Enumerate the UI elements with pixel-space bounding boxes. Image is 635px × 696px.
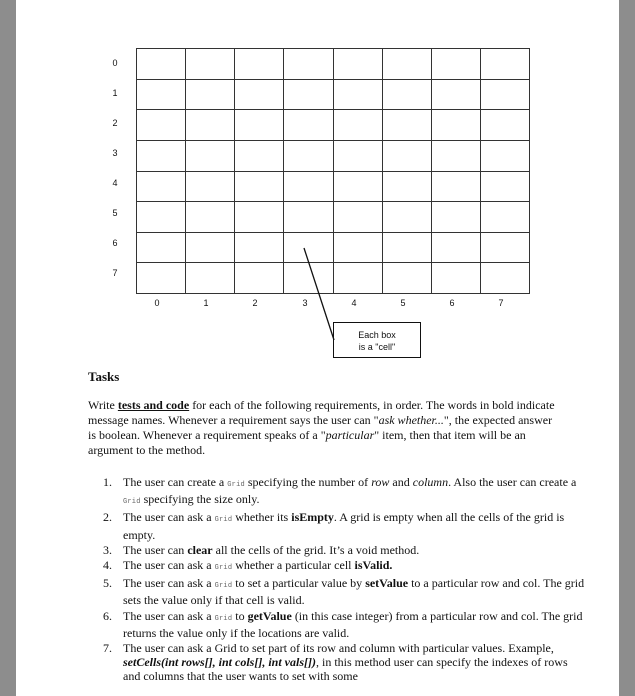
task-item [103, 542, 586, 557]
task-text: The user can ask a [123, 608, 215, 623]
col-label: 2 [252, 298, 258, 308]
task-text: , in this method user can specify the indexes of rows and columns that the user wants to set with some [123, 655, 568, 684]
italic-term: column [412, 475, 449, 489]
col-label: 5 [400, 298, 406, 308]
method-name: isEmpty [291, 510, 334, 525]
intro-paragraph [88, 398, 558, 458]
intro-italic: ask whether... [378, 413, 444, 427]
grid-figure [16, 0, 619, 370]
method-signature: setCells(int rows[], int cols[], int vals[]) [123, 655, 316, 670]
document-page [16, 0, 619, 696]
task-number: 2. [103, 510, 112, 525]
task-item [103, 510, 586, 542]
section-heading: Tasks [88, 369, 120, 384]
task-text: to [232, 608, 248, 623]
task-text: specifying the number of [244, 475, 372, 489]
col-label: 6 [449, 298, 455, 308]
row-label: 1 [112, 88, 118, 98]
task-number: 5. [103, 576, 112, 591]
intro-text: Write [88, 398, 118, 412]
intro-emphasis: tests and code [117, 398, 190, 412]
task-text: (in this case integer) from a particular row and col. The grid returns the value only if the locations are valid. [123, 608, 583, 640]
row-label: 4 [112, 178, 118, 188]
task-text: specifying the size only. [140, 492, 260, 507]
task-text: The user can ask a [123, 510, 215, 525]
method-name: getValue [247, 608, 292, 623]
task-number: 6. [103, 608, 112, 623]
task-list [103, 475, 586, 684]
task-text: The user can create a [123, 475, 228, 489]
col-label: 0 [154, 298, 160, 308]
task-text: whether its [232, 510, 292, 525]
row-label: 6 [112, 238, 118, 248]
cell-callout [333, 322, 421, 358]
code-term: Grid [123, 498, 141, 507]
col-label: 1 [203, 298, 209, 308]
task-text: . Also the user can create a [448, 475, 577, 489]
callout-pointer-line [16, 0, 619, 370]
intro-text: for each of the following requirements, in order. The words in bold indicate message names. Whenever a requirement says the user can " [88, 398, 555, 427]
task-text: . A grid is empty when all the cells of the grid is empty. [123, 510, 565, 542]
task-text: and [389, 475, 413, 489]
task-text: The user can ask a Grid to set part of its row and column with particular values. Example, [123, 641, 554, 656]
callout-line: is a "cell" [358, 342, 396, 352]
task-item [103, 475, 586, 509]
row-label: 5 [112, 208, 118, 218]
task-item [103, 576, 586, 608]
col-label: 7 [498, 298, 504, 308]
col-label: 4 [351, 298, 357, 308]
method-name: isValid. [354, 558, 393, 573]
task-text: to a particular row and col. The grid sets the value only if that cell is valid. [123, 576, 585, 608]
code-term: Grid [214, 516, 233, 525]
row-label: 3 [112, 148, 118, 158]
callout-line: Each box [358, 330, 396, 340]
italic-term: row [371, 475, 390, 489]
method-name: setValue [365, 576, 409, 591]
task-item [103, 558, 586, 575]
task-number: 1. [103, 475, 112, 489]
code-term: Grid [227, 481, 245, 489]
task-text: The user can [123, 542, 188, 557]
task-number: 4. [103, 558, 112, 573]
task-item [103, 608, 586, 640]
method-name: clear [187, 542, 213, 557]
intro-text: " item, then that item will be an argument to the method. [88, 428, 526, 457]
col-label: 3 [302, 298, 308, 308]
row-label: 7 [112, 268, 118, 278]
task-item [103, 641, 586, 684]
task-text: The user can ask a [123, 576, 215, 591]
intro-italic: particular [325, 428, 375, 442]
row-label: 0 [112, 58, 118, 68]
task-text: The user can ask a [123, 558, 215, 573]
row-label: 2 [112, 118, 118, 128]
intro-text: ", the expected answer is boolean. Whenever a requirement speaks of a " [88, 413, 553, 442]
task-number: 7. [103, 641, 112, 656]
task-text: all the cells of the grid. It’s a void method. [212, 542, 420, 557]
code-term: Grid [214, 614, 233, 623]
task-text: whether a particular cell [232, 558, 355, 573]
code-term: Grid [214, 582, 233, 591]
task-number: 3. [103, 542, 112, 557]
task-text: to set a particular value by [232, 576, 366, 591]
code-term: Grid [214, 564, 233, 573]
